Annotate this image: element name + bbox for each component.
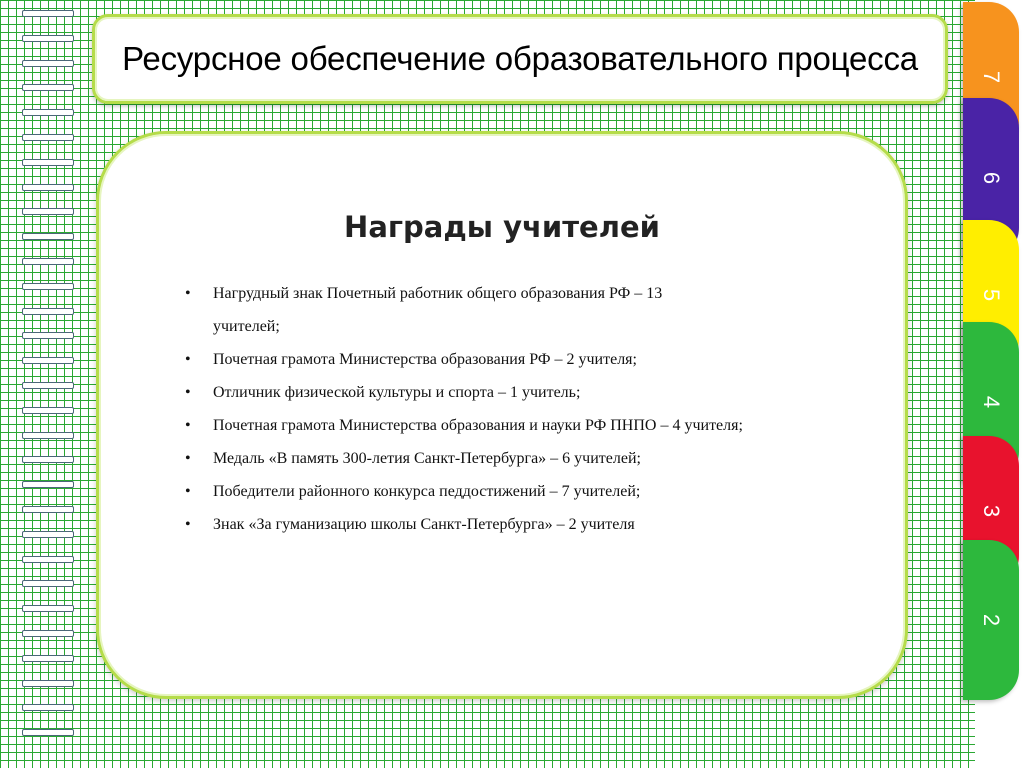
binding-ring [22, 382, 74, 389]
tab-label: 6 [979, 171, 1004, 185]
binding-ring [22, 556, 74, 563]
content-card [96, 131, 908, 699]
binding-ring [22, 10, 74, 17]
binding-ring [22, 630, 74, 637]
binding-ring [22, 84, 74, 91]
page-title: Ресурсное обеспечение образовательного процесса [122, 40, 918, 77]
spiral-binding [22, 10, 80, 750]
list-item: • Нагрудный знак Почетный работник общего образования РФ – 13 учителей; [185, 277, 733, 343]
binding-ring [22, 134, 74, 141]
card-heading: Награды учителей [344, 210, 660, 244]
binding-ring [22, 258, 74, 265]
binding-ring [22, 605, 74, 612]
list-item: • Победители районного конкурса педдостижений – 7 учителей; [185, 475, 805, 508]
binding-ring [22, 680, 74, 687]
tab-label: 3 [979, 504, 1004, 518]
binding-ring [22, 704, 74, 711]
list-item: • Отличник физической культуры и спорта – 1 учитель; [185, 376, 805, 409]
tab-label: 7 [979, 70, 1004, 84]
binding-ring [22, 283, 74, 290]
title-box [92, 14, 948, 104]
binding-ring [22, 357, 74, 364]
binding-ring [22, 407, 74, 414]
binding-ring [22, 208, 74, 215]
binding-ring [22, 456, 74, 463]
binding-ring [22, 60, 74, 67]
binding-ring [22, 481, 74, 488]
binding-ring [22, 233, 74, 240]
awards-list [185, 277, 805, 541]
binding-ring [22, 159, 74, 166]
list-item: • Знак «За гуманизацию школы Санкт-Петербурга» – 2 учителя [185, 508, 805, 541]
tab-label: 2 [979, 613, 1004, 627]
section-tabs [963, 0, 1024, 768]
binding-ring [22, 729, 74, 736]
binding-ring [22, 655, 74, 662]
binding-ring [22, 506, 74, 513]
list-item: • Медаль «В память 300-летия Санкт-Петербурга» – 6 учителей; [185, 442, 805, 475]
tab-2[interactable] [963, 540, 1019, 700]
binding-ring [22, 308, 74, 315]
binding-ring [22, 35, 74, 42]
binding-ring [22, 332, 74, 339]
binding-ring [22, 580, 74, 587]
tab-label: 5 [979, 288, 1004, 302]
list-item: • Почетная грамота Министерства образования РФ – 2 учителя; [185, 343, 805, 376]
binding-ring [22, 109, 74, 116]
list-item: • Почетная грамота Министерства образования и науки РФ ПНПО – 4 учителя; [185, 409, 773, 442]
binding-ring [22, 184, 74, 191]
binding-ring [22, 531, 74, 538]
binding-ring [22, 432, 74, 439]
tab-label: 4 [979, 395, 1004, 409]
